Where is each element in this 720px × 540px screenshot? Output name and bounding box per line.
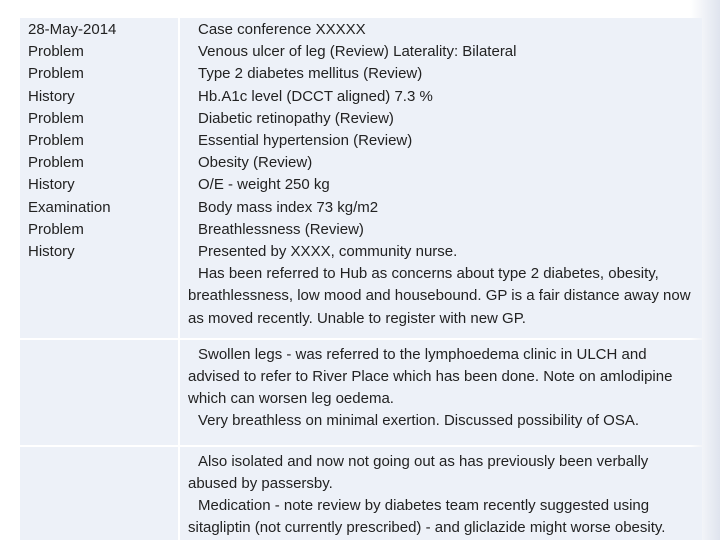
entry-detail: Diabetic retinopathy (Review) [198,109,394,127]
entry-detail: Venous ulcer of leg (Review) Laterality: Bilateral [198,43,517,61]
table-row [20,447,702,540]
entry-detail: Presented by XXXX, community nurse. [198,243,458,261]
record-type-column [20,18,178,338]
empty-cell [20,340,178,445]
entry-type: Problem [28,65,84,83]
record-detail-column [180,340,702,445]
medication-text: Medication - note review by diabetes team recently suggested using sitagliptin (not currently prescribed) - and gliclazide might worse obesity. [188,497,666,537]
referral-paragraph [188,263,698,330]
record-detail-column [180,447,702,540]
entry-detail: Essential hypertension (Review) [198,132,413,150]
empty-cell [20,447,178,540]
table-row [20,340,702,445]
isolated-text: Also isolated and now not going out as has previously been verbally abused by passersby. [188,452,649,493]
referral-text: Has been referred to Hub as concerns about type 2 diabetes, obesity, breathlessness, low mood and housebound. GP is a fair distance away now as moved recently. Unable to register with new GP. [188,265,691,327]
entry-type: Problem [28,154,84,172]
entry-type: History [28,176,75,194]
entry-detail: Obesity (Review) [198,154,313,172]
breathless-text: Very breathless on minimal exertion. Discussed possibility of OSA. [198,412,640,430]
clinical-record-table [18,16,704,540]
entry-date: 28-May-2014 [28,21,117,38]
case-conference-title: Case conference XXXXX [198,21,366,38]
table-row [20,18,702,338]
entry-detail: Hb.A1c level (DCCT aligned) 7.3 % [198,87,433,105]
entry-type: Examination [28,198,111,216]
entry-detail: Breathlessness (Review) [198,220,364,238]
breathless-paragraph [188,410,698,432]
entry-detail: O/E - weight 250 kg [198,176,330,194]
entry-type: Problem [28,132,84,150]
entry-detail: Body mass index 73 kg/m2 [198,198,379,216]
medication-paragraph [188,495,698,539]
entry-type: Problem [28,220,84,238]
swollen-legs-text: Swollen legs - was referred to the lymphoedema clinic in ULCH and advised to refer to River Place which has been done. Note on amlodipine which can worsen leg oedema. [188,345,673,408]
entry-type: Problem [28,43,84,61]
record-detail-column [180,18,702,338]
entry-type: History [28,243,75,261]
swollen-legs-paragraph [188,344,698,411]
isolated-paragraph [188,451,698,495]
entry-type: Problem [28,109,84,127]
entry-type: History [28,87,75,105]
entry-detail: Type 2 diabetes mellitus (Review) [198,65,423,83]
